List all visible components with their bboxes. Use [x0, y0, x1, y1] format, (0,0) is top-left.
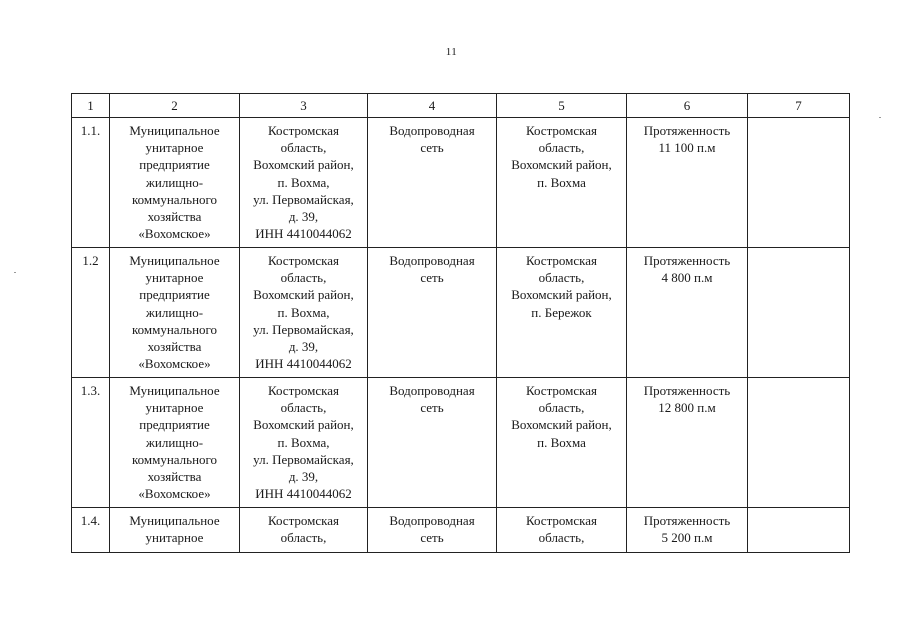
- cell-text-line: д. 39,: [288, 339, 319, 355]
- cell-text-line: ул. Первомайская,: [253, 451, 354, 467]
- cell-text-line: Костромская: [525, 383, 598, 398]
- object-cell: [368, 248, 497, 378]
- note-cell: [748, 118, 850, 248]
- cell-text-line: Протяженность: [643, 513, 731, 528]
- cell-text-line: Костромская: [525, 123, 598, 138]
- owner-cell: [110, 248, 240, 378]
- cell-text-line: сеть: [420, 530, 444, 546]
- cell-text-line: хозяйства: [147, 209, 202, 225]
- characteristic-cell: [627, 378, 748, 508]
- row-number-cell: 1.1.: [72, 118, 110, 248]
- row-number-cell: 1.3.: [72, 378, 110, 508]
- address-cell: [240, 248, 368, 378]
- owner-cell: [110, 508, 240, 553]
- cell-text-line: п. Вохма,: [277, 304, 330, 320]
- cell-text-line: ИНН 4410044062: [255, 356, 352, 372]
- header-cell-2: 2: [110, 94, 240, 118]
- note-cell: [748, 378, 850, 508]
- cell-text-line: Костромская: [267, 253, 340, 268]
- cell-text-line: унитарное: [145, 270, 204, 286]
- cell-text-line: унитарное: [145, 530, 204, 546]
- cell-text-line: предприятие: [139, 287, 210, 303]
- cell-text-line: Муниципальное: [129, 253, 220, 268]
- cell-text-line: область,: [280, 270, 327, 286]
- cell-text-line: 11 100 п.м: [658, 140, 716, 156]
- address-cell: [240, 508, 368, 553]
- cell-text-line: предприятие: [139, 157, 210, 173]
- cell-text-line: Вохомский район,: [511, 417, 612, 433]
- cell-text-line: Муниципальное: [129, 123, 220, 138]
- cell-text-line: Вохомский район,: [253, 287, 354, 303]
- table-row: [72, 508, 850, 553]
- cell-text-line: область,: [538, 270, 585, 286]
- cell-text-line: Вохомский район,: [253, 157, 354, 173]
- cell-text-line: область,: [538, 400, 585, 416]
- cell-text-line: хозяйства: [147, 339, 202, 355]
- cell-text-line: Костромская: [267, 513, 340, 528]
- header-cell-1: 1: [72, 94, 110, 118]
- cell-text-line: ИНН 4410044062: [255, 486, 352, 502]
- cell-text-line: сеть: [420, 400, 444, 416]
- cell-text-line: 5 200 п.м: [661, 530, 713, 546]
- table-body: [72, 94, 850, 553]
- table-row: [72, 378, 850, 508]
- cell-text-line: ИНН 4410044062: [255, 226, 352, 242]
- scan-speck: [879, 117, 881, 118]
- cell-text-line: коммунального: [131, 451, 218, 467]
- location-cell: [497, 118, 627, 248]
- characteristic-cell: [627, 508, 748, 553]
- cell-text-line: Водопроводная: [389, 383, 475, 398]
- cell-text-line: Водопроводная: [389, 253, 475, 268]
- cell-text-line: Протяженность: [643, 253, 731, 268]
- cell-text-line: область,: [280, 400, 327, 416]
- cell-text-line: Протяженность: [643, 383, 731, 398]
- cell-text-line: область,: [280, 140, 327, 156]
- cell-text-line: предприятие: [139, 417, 210, 433]
- object-cell: [368, 508, 497, 553]
- cell-text-line: п. Вохма: [537, 174, 586, 190]
- header-cell-6: 6: [627, 94, 748, 118]
- cell-text-line: д. 39,: [288, 209, 319, 225]
- cell-text-line: Костромская: [525, 513, 598, 528]
- cell-text-line: коммунального: [131, 321, 218, 337]
- cell-text-line: 4 800 п.м: [661, 270, 713, 286]
- object-cell: [368, 118, 497, 248]
- cell-text-line: «Вохомское»: [138, 356, 211, 372]
- cell-text-line: область,: [538, 530, 585, 546]
- cell-text-line: коммунального: [131, 191, 218, 207]
- scan-speck: [14, 272, 16, 273]
- cell-text-line: Костромская: [267, 123, 340, 138]
- location-cell: [497, 378, 627, 508]
- object-cell: [368, 378, 497, 508]
- cell-text-line: д. 39,: [288, 469, 319, 485]
- cell-text-line: хозяйства: [147, 469, 202, 485]
- cell-text-line: 12 800 п.м: [658, 400, 716, 416]
- header-cell-5: 5: [497, 94, 627, 118]
- row-number-cell: 1.4.: [72, 508, 110, 553]
- cell-text-line: ул. Первомайская,: [253, 321, 354, 337]
- characteristic-cell: [627, 248, 748, 378]
- cell-text-line: жилищно-: [145, 434, 204, 450]
- cell-text-line: область,: [538, 140, 585, 156]
- page-number: 11: [445, 46, 458, 58]
- cell-text-line: жилищно-: [145, 174, 204, 190]
- location-cell: [497, 248, 627, 378]
- property-table: [71, 93, 850, 553]
- note-cell: [748, 248, 850, 378]
- cell-text-line: п. Вохма,: [277, 174, 330, 190]
- cell-text-line: Вохомский район,: [253, 417, 354, 433]
- cell-text-line: сеть: [420, 270, 444, 286]
- row-number-cell: 1.2: [72, 248, 110, 378]
- header-cell-3: 3: [240, 94, 368, 118]
- owner-cell: [110, 378, 240, 508]
- owner-cell: [110, 118, 240, 248]
- cell-text-line: п. Вохма: [537, 434, 586, 450]
- note-cell: [748, 508, 850, 553]
- cell-text-line: п. Вохма,: [277, 434, 330, 450]
- cell-text-line: Вохомский район,: [511, 287, 612, 303]
- cell-text-line: Водопроводная: [389, 513, 475, 528]
- cell-text-line: Муниципальное: [129, 383, 220, 398]
- table-row: [72, 118, 850, 248]
- cell-text-line: область,: [280, 530, 327, 546]
- table-row: [72, 248, 850, 378]
- cell-text-line: Водопроводная: [389, 123, 475, 138]
- location-cell: [497, 508, 627, 553]
- cell-text-line: жилищно-: [145, 304, 204, 320]
- cell-text-line: унитарное: [145, 400, 204, 416]
- header-cell-7: 7: [748, 94, 850, 118]
- cell-text-line: Костромская: [525, 253, 598, 268]
- cell-text-line: Муниципальное: [129, 513, 220, 528]
- address-cell: [240, 378, 368, 508]
- address-cell: [240, 118, 368, 248]
- cell-text-line: Протяженность: [643, 123, 731, 138]
- cell-text-line: «Вохомское»: [138, 486, 211, 502]
- header-row: [72, 94, 850, 118]
- header-cell-4: 4: [368, 94, 497, 118]
- cell-text-line: Вохомский район,: [511, 157, 612, 173]
- characteristic-cell: [627, 118, 748, 248]
- cell-text-line: Костромская: [267, 383, 340, 398]
- cell-text-line: п. Бережок: [531, 304, 592, 320]
- cell-text-line: сеть: [420, 140, 444, 156]
- cell-text-line: унитарное: [145, 140, 204, 156]
- cell-text-line: «Вохомское»: [138, 226, 211, 242]
- cell-text-line: ул. Первомайская,: [253, 191, 354, 207]
